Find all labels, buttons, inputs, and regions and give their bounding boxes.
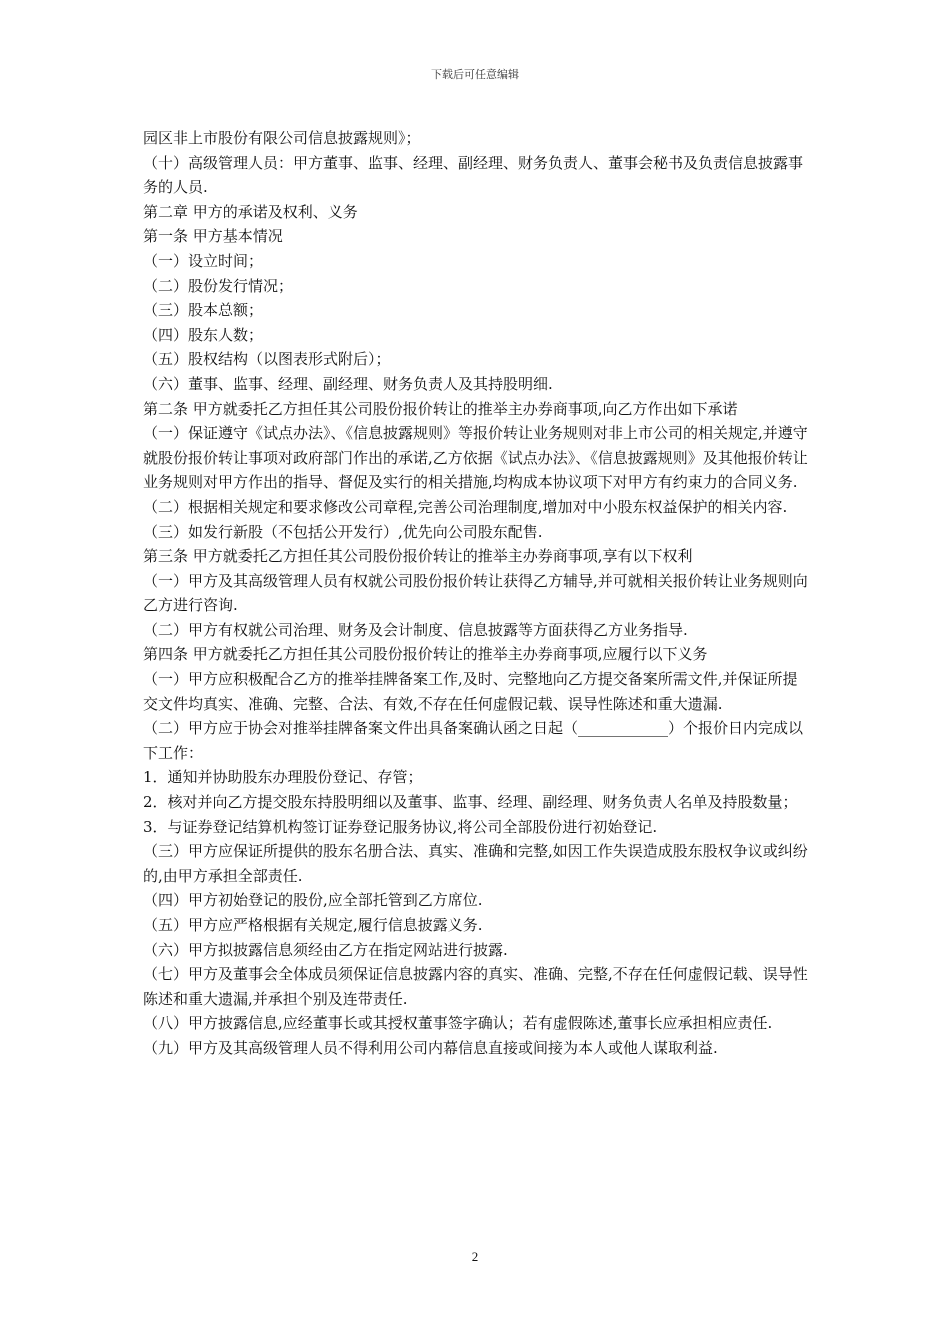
paragraph: （七）甲方及董事会全体成员须保证信息披露内容的真实、准确、完整,不存在任何虚假记载、误导性陈述和重大遗漏,并承担个别及连带责任. [143,965,808,1008]
paragraph: 园区非上市股份有限公司信息披露规则》； [143,129,421,147]
article-heading: 第二条 甲方就委托乙方担任其公司股份报价转让的推举主办券商事项,向乙方作出如下承诺 [143,399,738,418]
paragraph: （二）根据相关规定和要求修改公司章程,完善公司治理制度,增加对中小股东权益保护的相关内容. [143,497,788,516]
paragraph: （一）保证遵守《试点办法》、《信息披露规则》等报价转让业务规则对非上市公司的相关规定,并遵守就股份报价转让事项对政府部门作出的承诺,乙方依据《试点办法》、《信息披露规则》及其他报价转让业务规则对甲方作出的指导、督促及实行的相关措施,均构成本协议项下对甲方有约束力的合同义务. [143,424,808,492]
list-item: 3．与证券登记结算机构签订证券登记服务协议,将公司全部股份进行初始登记. [143,817,658,836]
list-item: 2．核对并向乙方提交股东持股明细以及董事、监事、经理、副经理、财务负责人名单及持股数量； [143,793,798,812]
paragraph: （一）甲方及其高级管理人员有权就公司股份报价转让获得乙方辅导,并可就相关报价转让业务规则向乙方进行咨询. [143,571,808,615]
article-heading: 第四条 甲方就委托乙方担任其公司股份报价转让的推举主办券商事项,应履行以下义务 [143,645,708,664]
paragraph: （三）股本总额； [143,301,264,320]
article-heading: 第三条 甲方就委托乙方担任其公司股份报价转让的推举主办券商事项,享有以下权利 [143,547,693,566]
paragraph: （三）如发行新股（不包括公开发行）,优先向公司股东配售. [143,522,543,541]
paragraph: （十）高级管理人员：甲方董事、监事、经理、副经理、财务负责人、董事会秘书及负责信息披露事务的人员. [143,153,804,197]
paragraph: （四）股东人数； [143,325,264,344]
paragraph: （三）甲方应保证所提供的股东名册合法、真实、准确和完整,如因工作失误造成股东股权争议或纠纷的,由甲方承担全部责任. [143,842,808,885]
paragraph: （八）甲方披露信息,应经董事长或其授权董事签字确认；若有虚假陈述,董事长应承担相应责任. [143,1014,773,1033]
paragraph: （二）甲方有权就公司治理、财务及会计制度、信息披露等方面获得乙方业务指导. [143,620,688,639]
page-header: 下载后可任意编辑 [431,68,519,81]
paragraph: （九）甲方及其高级管理人员不得利用公司内幕信息直接或间接为本人或他人谋取利益. [143,1038,718,1057]
chapter-heading: 第二章 甲方的承诺及权利、义务 [143,202,358,221]
page-number: 2 [471,1249,479,1264]
paragraph: （四）甲方初始登记的股份,应全部托管到乙方席位. [143,891,483,910]
article-heading: 第一条 甲方基本情况 [143,227,283,246]
paragraph: （一）设立时间； [143,251,264,270]
paragraph: （一）甲方应积极配合乙方的推举挂牌备案工作,及时、完整地向乙方提交备案所需文件,并保证所提交文件均真实、准确、完整、合法、有效,不存在任何虚假记载、误导性陈述和重大遗漏. [143,670,798,713]
paragraph: （六）甲方拟披露信息须经由乙方在指定网站进行披露. [143,940,508,959]
paragraph: （六）董事、监事、经理、副经理、财务负责人及其持股明细. [143,374,553,393]
list-item: 1．通知并协助股东办理股份登记、存管； [143,768,423,787]
paragraph: （二）甲方应于协会对推举挂牌备案文件出具备案确认函之日起（____________）个报价日内完成以下工作： [143,719,804,762]
paragraph: （二）股份发行情况； [143,276,294,295]
document-body [143,126,811,1061]
paragraph: （五）甲方应严格根据有关规定,履行信息披露义务. [143,916,483,934]
paragraph: （五）股权结构（以图表形式附后）； [143,350,391,369]
